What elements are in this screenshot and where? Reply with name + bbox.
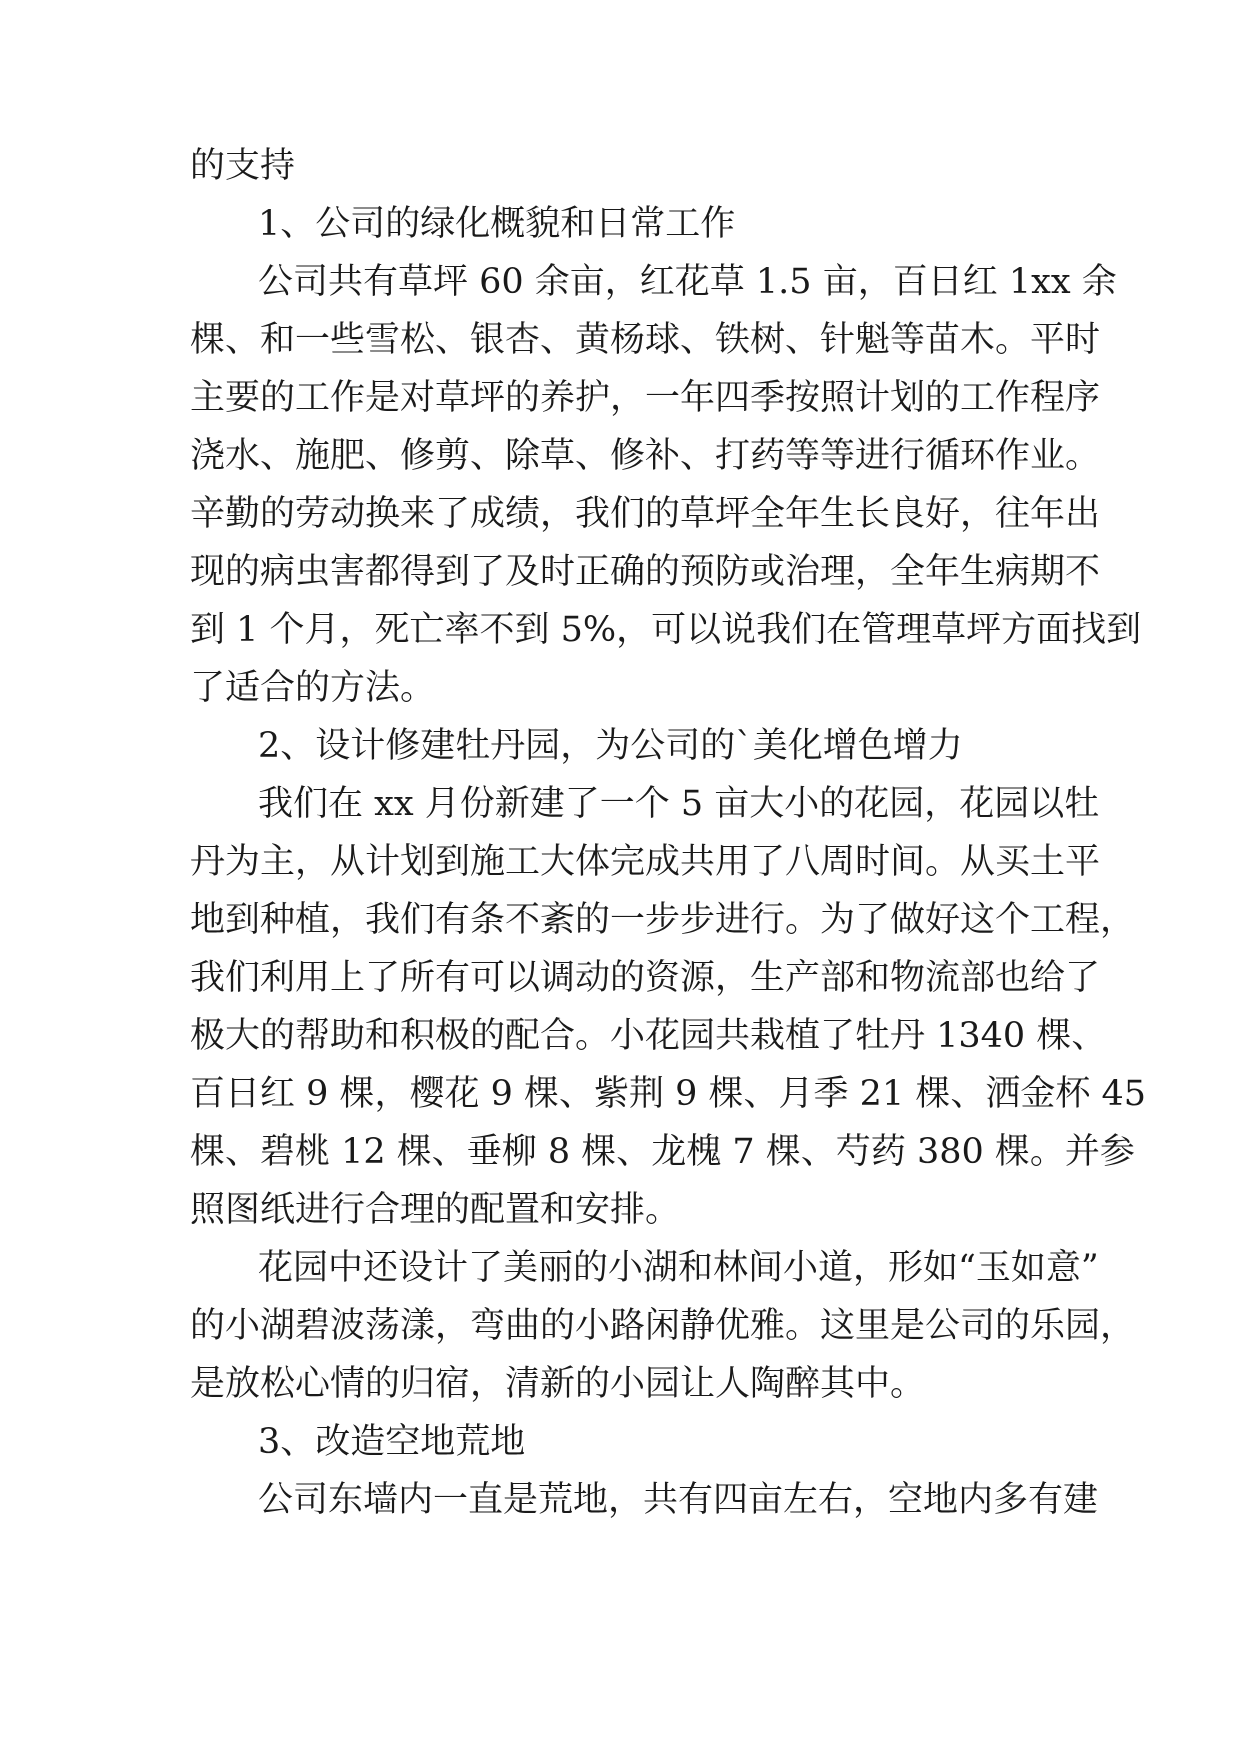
text-line: 公司共有草坪 60 余亩，红花草 1.5 亩，百日红 1xx 余 bbox=[258, 262, 1117, 302]
text-line: 公司东墙内一直是荒地，共有四亩左右，空地内多有建 bbox=[258, 1480, 1099, 1520]
text-line: 我们利用上了所有可以调动的资源，生产部和物流部也给了 bbox=[190, 958, 1101, 998]
text-line: 百日红 9 棵，樱花 9 棵、紫荆 9 棵、月季 21 棵、洒金杯 45 bbox=[190, 1074, 1147, 1114]
text-line: 浇水、施肥、修剪、除草、修补、打药等等进行循环作业。 bbox=[190, 436, 1101, 476]
text-line: 棵、和一些雪松、银杏、黄杨球、铁树、针魁等苗木。平时 bbox=[190, 320, 1101, 360]
section-heading: 3、改造空地荒地 bbox=[258, 1422, 526, 1462]
text-line: 到 1 个月，死亡率不到 5%，可以说我们在管理草坪方面找到 bbox=[190, 610, 1142, 650]
section-heading: 2、设计修建牡丹园，为公司的`美化增色增力 bbox=[258, 726, 963, 766]
section-heading: 1、公司的绿化概貌和日常工作 bbox=[258, 204, 736, 244]
text-line: 我们在 xx 月份新建了一个 5 亩大小的花园，花园以牡 bbox=[258, 784, 1100, 824]
text-line: 主要的工作是对草坪的养护，一年四季按照计划的工作程序 bbox=[190, 378, 1101, 418]
text-line: 是放松心情的归宿，清新的小园让人陶醉其中。 bbox=[190, 1364, 926, 1404]
text-line: 棵、碧桃 12 棵、垂柳 8 棵、龙槐 7 棵、芍药 380 棵。并参 bbox=[190, 1132, 1135, 1172]
text-line: 了适合的方法。 bbox=[190, 668, 436, 708]
text-line: 极大的帮助和积极的配合。小花园共栽植了牡丹 1340 棵、 bbox=[190, 1016, 1107, 1056]
text-line: 辛勤的劳动换来了成绩，我们的草坪全年生长良好，往年出 bbox=[190, 494, 1101, 534]
text-line: 地到种植，我们有条不紊的一步步进行。为了做好这个工程， bbox=[190, 900, 1136, 940]
text-line: 的支持 bbox=[190, 146, 296, 186]
text-line: 花园中还设计了美丽的小湖和林间小道，形如“玉如意” bbox=[258, 1248, 1099, 1288]
text-line: 现的病虫害都得到了及时正确的预防或治理，全年生病期不 bbox=[190, 552, 1101, 592]
text-line: 的小湖碧波荡漾，弯曲的小路闲静优雅。这里是公司的乐园， bbox=[190, 1306, 1136, 1346]
text-line: 照图纸进行合理的配置和安排。 bbox=[190, 1190, 681, 1230]
text-line: 丹为主，从计划到施工大体完成共用了八周时间。从买土平 bbox=[190, 842, 1101, 882]
